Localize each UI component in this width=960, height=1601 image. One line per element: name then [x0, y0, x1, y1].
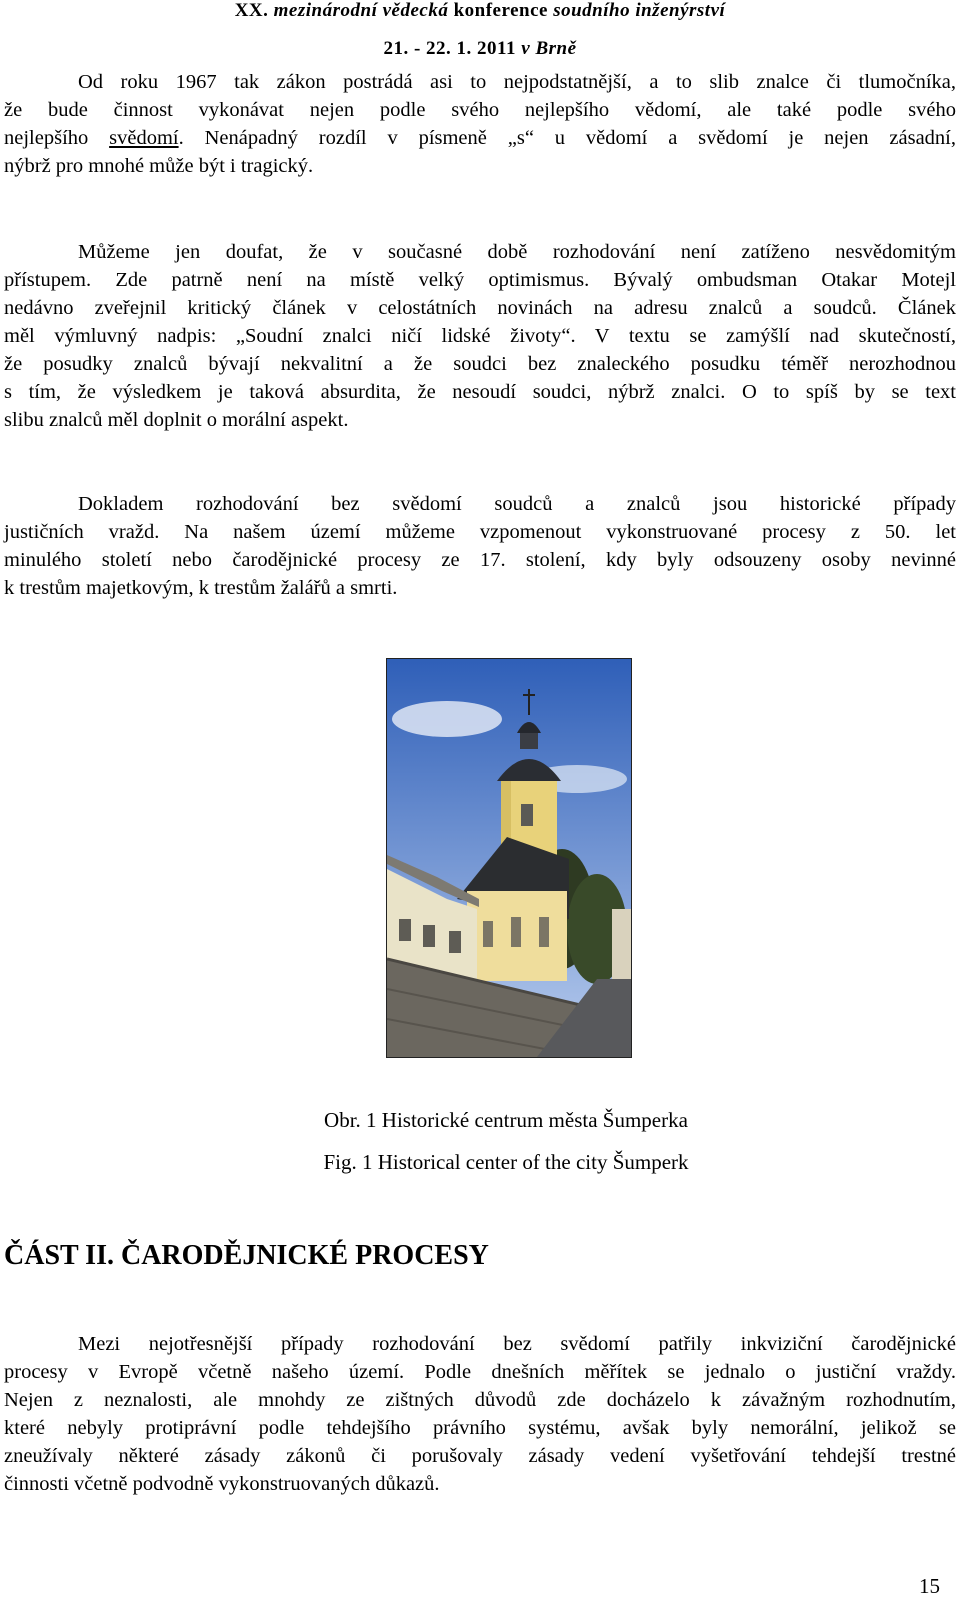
text-line: k trestům majetkovým, k trestům žalářů a smrti.: [4, 577, 398, 599]
text-line: které nebyly protiprávní podle tehdejšího právního systému, avšak byly nemorální, jelikož se: [4, 1417, 956, 1439]
text-line: procesy v Evropě včetně našeho území. Podle dnešních měřítek se jednalo o justiční vraždy.: [4, 1361, 956, 1383]
text-line: že bude činnost vykonávat nejen podle svého nejlepšího vědomí, ale také podle svého: [4, 99, 956, 121]
text-line: Mezi nejotřesnější případy rozhodování bez svědomí patřily inkviziční čarodějnické: [78, 1333, 956, 1355]
text-line-mixed: [4, 124, 956, 152]
header-date: 21. - 22. 1. 2011: [383, 38, 517, 59]
figure-caption-en: Fig. 1 Historical center of the city Šumperk: [323, 1150, 689, 1174]
conference-header-line1: [0, 0, 960, 22]
underlined-word: svědomí: [109, 127, 179, 149]
text-line: s tím, že výsledkem je taková absurdita, že nesoudí soudci, nýbrž znalci. O to spíš by se text: [4, 381, 956, 403]
text-line: Dokladem rozhodování bez svědomí soudců a znalců jsou historické případy: [78, 493, 956, 515]
page-number: 15: [919, 1574, 940, 1598]
paragraph-3: [4, 490, 956, 602]
text-line: Nejen z neznalosti, ale mnohdy ze zištných důvodů zde docházelo k závažným rozhodnutím,: [4, 1389, 956, 1411]
text-line: zneužívaly některé zásady zákonů či porušovaly zásady vedení vyšetřování tehdejší trestné: [4, 1445, 956, 1467]
text-line: nedávno zveřejnil kritický článek v celostátních novinách na adresu znalců a soudců. Článek: [4, 297, 956, 319]
text-line: slibu znalců měl doplnit o morální aspekt.: [4, 409, 349, 431]
text-fragment: nejlepšího: [4, 127, 110, 149]
church-photo: [386, 658, 632, 1058]
text-line: že posudky znalců bývají nekvalitní a že soudci bez znaleckého posudku téměř nerozhodnou: [4, 353, 956, 375]
text-line: činnosti včetně podvodně vykonstruovaných důkazů.: [4, 1473, 440, 1495]
text-line: nýbrž pro mnohé může být i tragický.: [4, 155, 314, 177]
text-line: Můžeme jen doufat, že v současné době rozhodování není zatíženo nesvědomitým: [78, 241, 956, 263]
text-line: měl výmluvný nadpis: „Soudní znalci ničí lidské životy“. V textu se zamýšlí nad skutečností,: [4, 325, 956, 347]
paragraph-4: [4, 1330, 956, 1498]
text-line: justičních vražd. Na našem území můžeme vzpomenout vykonstruované procesy z 50. let: [4, 521, 956, 543]
text-line: přístupem. Zde patrně není na místě velký optimismus. Bývalý ombudsman Otakar Motejl: [4, 269, 956, 291]
header-italic-1: mezinárodní vědecká: [273, 0, 449, 21]
header-prefix: XX.: [234, 0, 269, 21]
paragraph-1: [4, 68, 956, 180]
section-heading: ČÁST II. ČARODĚJNICKÉ PROCESY: [4, 1240, 489, 1271]
header-italic-2: soudního inženýrství: [553, 0, 726, 21]
text-fragment: . Nenápadný rozdíl v písmeně „s“ u vědomí a svědomí je nejen zásadní,: [178, 127, 957, 149]
text-line: Od roku 1967 tak zákon postrádá asi to nejpodstatnější, a to slib znalce či tlumočníka,: [78, 71, 956, 93]
text-line: minulého století nebo čarodějnické procesy ze 17. stolení, kdy byly odsouzeny osoby nevinné: [4, 549, 956, 571]
header-place: v Brně: [521, 38, 577, 59]
header-mid: konference: [453, 0, 548, 21]
conference-header-line2: [0, 38, 960, 60]
figure-caption-cz: Obr. 1 Historické centrum města Šumperka: [324, 1108, 688, 1132]
paragraph-2: [4, 238, 956, 434]
